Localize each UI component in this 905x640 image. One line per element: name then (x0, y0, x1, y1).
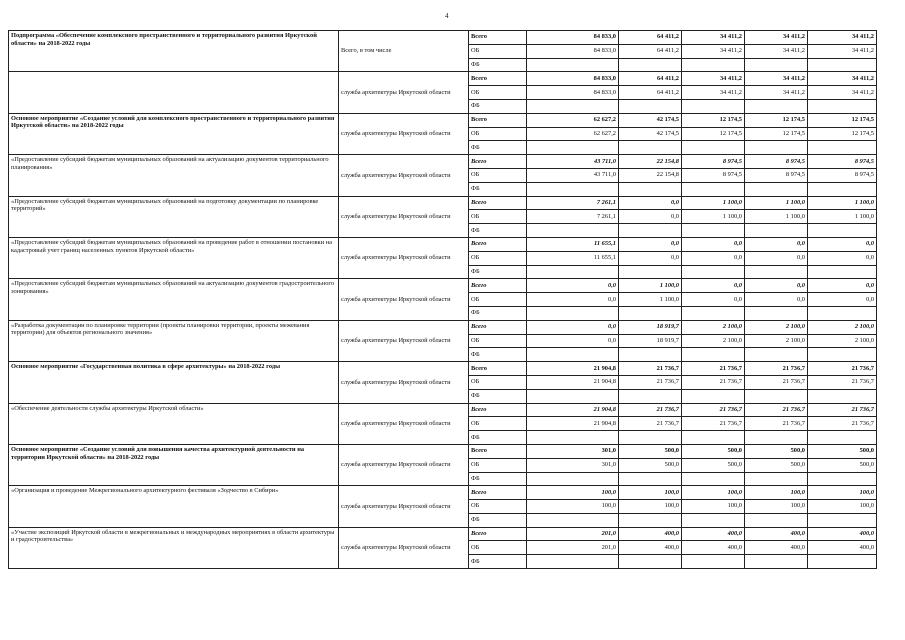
amount-cell: 12 174,5 (808, 113, 877, 127)
responsible-executor: служба архитектуры Иркутской области (339, 279, 469, 320)
amount-cell: 21 736,7 (808, 362, 877, 376)
amount-cell (682, 182, 745, 196)
funding-source: Всего (469, 403, 527, 417)
funding-source: ОБ (469, 293, 527, 307)
amount-cell: 500,0 (745, 444, 808, 458)
funding-source: Всего (469, 196, 527, 210)
amount-cell: 34 411,2 (808, 86, 877, 100)
amount-cell: 34 411,2 (808, 31, 877, 45)
responsible-executor: служба архитектуры Иркутской области (339, 72, 469, 113)
amount-cell: 400,0 (808, 527, 877, 541)
amount-cell: 21 904,8 (527, 362, 619, 376)
amount-cell (527, 431, 619, 445)
amount-cell: 84 833,0 (527, 44, 619, 58)
amount-cell: 64 411,2 (619, 44, 682, 58)
amount-cell: 84 833,0 (527, 31, 619, 45)
responsible-executor: служба архитектуры Иркутской области (339, 320, 469, 361)
amount-cell: 21 736,7 (682, 417, 745, 431)
amount-cell: 100,0 (745, 486, 808, 500)
amount-cell (619, 182, 682, 196)
amount-cell: 100,0 (808, 486, 877, 500)
amount-cell (745, 141, 808, 155)
amount-cell: 8 974,5 (682, 168, 745, 182)
activity-name: «Обеспечение деятельности службы архитектуры Иркутской области» (9, 403, 339, 444)
table-row (9, 31, 877, 45)
amount-cell: 21 736,7 (808, 375, 877, 389)
amount-cell: 0,0 (619, 251, 682, 265)
amount-cell: 34 411,2 (745, 72, 808, 86)
responsible-executor: служба архитектуры Иркутской области (339, 113, 469, 154)
amount-cell: 43 711,0 (527, 168, 619, 182)
amount-cell (619, 513, 682, 527)
amount-cell (527, 513, 619, 527)
amount-cell (745, 555, 808, 569)
amount-cell (527, 141, 619, 155)
funding-source: Всего (469, 31, 527, 45)
amount-cell: 100,0 (808, 500, 877, 514)
amount-cell: 301,0 (527, 444, 619, 458)
amount-cell: 8 974,5 (682, 155, 745, 169)
amount-cell: 0,0 (527, 320, 619, 334)
amount-cell: 21 904,8 (527, 375, 619, 389)
funding-source: ФБ (469, 141, 527, 155)
amount-cell (808, 306, 877, 320)
activity-name: Основное мероприятие «Создание условий для повышения качества архитектурной деятельности на территории Иркутской области» на 2018-2022 годы (9, 444, 339, 485)
amount-cell (619, 265, 682, 279)
table-row (9, 403, 877, 417)
amount-cell: 400,0 (745, 541, 808, 555)
amount-cell (527, 182, 619, 196)
activity-name: «Организация и проведение Межрегионального архитектурного фестиваля «Зодчество в Сибири» (9, 486, 339, 527)
amount-cell: 34 411,2 (745, 44, 808, 58)
activity-name (9, 72, 339, 113)
table-row (9, 113, 877, 127)
funding-source: ФБ (469, 224, 527, 238)
funding-source: ОБ (469, 541, 527, 555)
amount-cell (745, 265, 808, 279)
amount-cell: 2 100,0 (808, 320, 877, 334)
amount-cell (619, 58, 682, 72)
amount-cell: 12 174,5 (745, 127, 808, 141)
table-row (9, 444, 877, 458)
amount-cell: 100,0 (682, 500, 745, 514)
amount-cell (745, 472, 808, 486)
funding-source: Всего (469, 320, 527, 334)
amount-cell: 34 411,2 (682, 44, 745, 58)
funding-source: ФБ (469, 265, 527, 279)
amount-cell (527, 58, 619, 72)
responsible-executor: служба архитектуры Иркутской области (339, 362, 469, 403)
amount-cell: 34 411,2 (682, 86, 745, 100)
amount-cell (527, 306, 619, 320)
amount-cell: 1 100,0 (682, 196, 745, 210)
amount-cell: 22 154,8 (619, 155, 682, 169)
funding-source: ОБ (469, 500, 527, 514)
funding-source: ОБ (469, 210, 527, 224)
amount-cell: 18 919,7 (619, 334, 682, 348)
amount-cell: 0,0 (682, 293, 745, 307)
funding-source: Всего (469, 444, 527, 458)
amount-cell (619, 224, 682, 238)
amount-cell: 21 736,7 (619, 375, 682, 389)
amount-cell: 21 736,7 (619, 362, 682, 376)
amount-cell (682, 265, 745, 279)
amount-cell: 0,0 (808, 293, 877, 307)
amount-cell (808, 58, 877, 72)
responsible-executor: служба архитектуры Иркутской области (339, 237, 469, 278)
amount-cell (808, 182, 877, 196)
amount-cell: 21 736,7 (745, 375, 808, 389)
amount-cell (682, 224, 745, 238)
activity-name: «Предоставление субсидий бюджетам муниципальных образований на подготовку документации по планировке территорий» (9, 196, 339, 237)
activity-name: «Предоставление субсидий бюджетам муниципальных образований на актуализацию документов территориального планирования» (9, 155, 339, 196)
activity-name: «Предоставление субсидий бюджетам муниципальных образований на проведение работ в отношении постановки на кадастровый учет границ населенных пунктов Иркутской области» (9, 237, 339, 278)
amount-cell (682, 513, 745, 527)
amount-cell: 400,0 (808, 541, 877, 555)
amount-cell (808, 555, 877, 569)
amount-cell (745, 431, 808, 445)
amount-cell: 7 261,1 (527, 196, 619, 210)
amount-cell (527, 224, 619, 238)
amount-cell (619, 389, 682, 403)
amount-cell: 400,0 (682, 527, 745, 541)
responsible-executor: служба архитектуры Иркутской области (339, 403, 469, 444)
activity-name: «Участие экспозиций Иркутской области в межрегиональных и международных мероприятиях в области архитектуры и градостроительства» (9, 527, 339, 568)
amount-cell: 0,0 (682, 237, 745, 251)
amount-cell: 64 411,2 (619, 86, 682, 100)
amount-cell (682, 141, 745, 155)
amount-cell: 2 100,0 (808, 334, 877, 348)
table-row (9, 237, 877, 251)
amount-cell: 0,0 (808, 251, 877, 265)
funding-source: ОБ (469, 168, 527, 182)
amount-cell: 0,0 (745, 279, 808, 293)
funding-source: Всего (469, 72, 527, 86)
amount-cell: 34 411,2 (808, 72, 877, 86)
amount-cell: 1 100,0 (619, 279, 682, 293)
amount-cell (745, 348, 808, 362)
table-row (9, 362, 877, 376)
amount-cell: 0,0 (619, 196, 682, 210)
funding-source: Всего (469, 237, 527, 251)
amount-cell (682, 58, 745, 72)
funding-source: ОБ (469, 251, 527, 265)
amount-cell: 0,0 (808, 237, 877, 251)
funding-source: ФБ (469, 182, 527, 196)
amount-cell: 7 261,1 (527, 210, 619, 224)
amount-cell: 62 627,2 (527, 113, 619, 127)
amount-cell: 42 174,5 (619, 113, 682, 127)
amount-cell (808, 348, 877, 362)
amount-cell: 100,0 (682, 486, 745, 500)
amount-cell (619, 431, 682, 445)
amount-cell (682, 348, 745, 362)
amount-cell: 21 904,8 (527, 403, 619, 417)
funding-source: ФБ (469, 389, 527, 403)
amount-cell: 2 100,0 (745, 334, 808, 348)
amount-cell: 34 411,2 (682, 31, 745, 45)
amount-cell: 0,0 (527, 279, 619, 293)
funding-source: ФБ (469, 513, 527, 527)
amount-cell: 500,0 (808, 444, 877, 458)
activity-name: Основное мероприятие «Государственная политика в сфере архитектуры» на 2018-2022 годы (9, 362, 339, 403)
table-row (9, 486, 877, 500)
funding-source: ОБ (469, 458, 527, 472)
amount-cell: 21 736,7 (808, 403, 877, 417)
amount-cell: 2 100,0 (682, 320, 745, 334)
amount-cell: 0,0 (619, 237, 682, 251)
funding-source: ОБ (469, 417, 527, 431)
amount-cell: 500,0 (682, 458, 745, 472)
amount-cell: 8 974,5 (808, 155, 877, 169)
activity-name: «Разработка документации по планировке территории (проекты планировки территории, проекты межевания территории) для объектов регионального значения» (9, 320, 339, 361)
amount-cell (682, 431, 745, 445)
responsible-executor: служба архитектуры Иркутской области (339, 444, 469, 485)
amount-cell (808, 99, 877, 113)
funding-source: ФБ (469, 58, 527, 72)
table-row (9, 320, 877, 334)
table-row (9, 72, 877, 86)
amount-cell: 100,0 (527, 486, 619, 500)
amount-cell (527, 555, 619, 569)
funding-source: ФБ (469, 306, 527, 320)
amount-cell (682, 99, 745, 113)
amount-cell (808, 224, 877, 238)
amount-cell: 0,0 (682, 251, 745, 265)
amount-cell: 100,0 (619, 486, 682, 500)
amount-cell: 34 411,2 (808, 44, 877, 58)
amount-cell: 1 100,0 (745, 196, 808, 210)
amount-cell: 2 100,0 (745, 320, 808, 334)
amount-cell: 21 736,7 (745, 362, 808, 376)
amount-cell: 400,0 (619, 541, 682, 555)
amount-cell: 100,0 (527, 500, 619, 514)
table-row (9, 279, 877, 293)
amount-cell (745, 99, 808, 113)
amount-cell: 0,0 (745, 251, 808, 265)
funding-source: ФБ (469, 472, 527, 486)
amount-cell (808, 431, 877, 445)
budget-table (8, 30, 877, 569)
amount-cell: 21 736,7 (682, 403, 745, 417)
activity-name: Подпрограмма «Обеспечение комплексного пространственного и территориального развития Иркутской области» на 2018-2022 годы (9, 31, 339, 72)
amount-cell: 1 100,0 (745, 210, 808, 224)
amount-cell (527, 348, 619, 362)
amount-cell: 100,0 (745, 500, 808, 514)
funding-source: ОБ (469, 375, 527, 389)
amount-cell: 400,0 (682, 541, 745, 555)
funding-source: ОБ (469, 44, 527, 58)
amount-cell (527, 389, 619, 403)
amount-cell: 84 833,0 (527, 72, 619, 86)
amount-cell: 301,0 (527, 458, 619, 472)
responsible-executor: служба архитектуры Иркутской области (339, 527, 469, 568)
amount-cell: 500,0 (682, 444, 745, 458)
amount-cell (808, 389, 877, 403)
amount-cell: 21 736,7 (808, 417, 877, 431)
amount-cell (682, 389, 745, 403)
amount-cell (682, 555, 745, 569)
amount-cell: 21 904,8 (527, 417, 619, 431)
amount-cell: 11 655,1 (527, 251, 619, 265)
amount-cell (745, 513, 808, 527)
responsible-executor: служба архитектуры Иркутской области (339, 155, 469, 196)
amount-cell (808, 141, 877, 155)
responsible-executor: служба архитектуры Иркутской области (339, 486, 469, 527)
amount-cell: 34 411,2 (745, 31, 808, 45)
amount-cell: 0,0 (745, 237, 808, 251)
funding-source: Всего (469, 527, 527, 541)
amount-cell: 400,0 (619, 527, 682, 541)
amount-cell: 201,0 (527, 541, 619, 555)
amount-cell (745, 58, 808, 72)
amount-cell (682, 472, 745, 486)
funding-source: Всего (469, 155, 527, 169)
amount-cell (808, 513, 877, 527)
amount-cell: 21 736,7 (745, 403, 808, 417)
amount-cell: 201,0 (527, 527, 619, 541)
page-number: 4 (445, 12, 449, 20)
amount-cell: 0,0 (527, 293, 619, 307)
funding-source: ФБ (469, 99, 527, 113)
amount-cell: 21 736,7 (745, 417, 808, 431)
amount-cell: 1 100,0 (808, 196, 877, 210)
amount-cell: 12 174,5 (745, 113, 808, 127)
amount-cell (745, 224, 808, 238)
amount-cell: 21 736,7 (682, 362, 745, 376)
amount-cell (527, 99, 619, 113)
amount-cell: 64 411,2 (619, 31, 682, 45)
amount-cell: 500,0 (808, 458, 877, 472)
funding-source: ОБ (469, 127, 527, 141)
amount-cell: 42 174,5 (619, 127, 682, 141)
amount-cell (808, 472, 877, 486)
funding-source: ФБ (469, 431, 527, 445)
amount-cell: 62 627,2 (527, 127, 619, 141)
amount-cell: 0,0 (619, 210, 682, 224)
amount-cell: 21 736,7 (619, 417, 682, 431)
amount-cell (619, 555, 682, 569)
funding-source: Всего (469, 362, 527, 376)
amount-cell: 400,0 (745, 527, 808, 541)
responsible-executor: служба архитектуры Иркутской области (339, 196, 469, 237)
amount-cell: 12 174,5 (808, 127, 877, 141)
funding-source: ОБ (469, 334, 527, 348)
funding-source: ФБ (469, 348, 527, 362)
amount-cell: 8 974,5 (745, 168, 808, 182)
amount-cell: 18 919,7 (619, 320, 682, 334)
amount-cell (619, 99, 682, 113)
amount-cell: 100,0 (619, 500, 682, 514)
amount-cell: 0,0 (682, 279, 745, 293)
amount-cell (619, 472, 682, 486)
amount-cell: 0,0 (745, 293, 808, 307)
amount-cell (527, 265, 619, 279)
amount-cell: 0,0 (527, 334, 619, 348)
amount-cell: 12 174,5 (682, 127, 745, 141)
amount-cell: 34 411,2 (745, 86, 808, 100)
amount-cell: 8 974,5 (808, 168, 877, 182)
amount-cell (745, 182, 808, 196)
funding-source: ФБ (469, 555, 527, 569)
amount-cell: 2 100,0 (682, 334, 745, 348)
funding-source: Всего (469, 486, 527, 500)
amount-cell (745, 306, 808, 320)
activity-name: «Предоставление субсидий бюджетам муниципальных образований на актуализацию документов градостроительного зонирования» (9, 279, 339, 320)
amount-cell: 1 100,0 (619, 293, 682, 307)
amount-cell (619, 348, 682, 362)
table-row (9, 196, 877, 210)
amount-cell: 500,0 (745, 458, 808, 472)
amount-cell: 43 711,0 (527, 155, 619, 169)
table-row (9, 527, 877, 541)
amount-cell: 11 655,1 (527, 237, 619, 251)
amount-cell (808, 265, 877, 279)
amount-cell: 1 100,0 (682, 210, 745, 224)
amount-cell (745, 389, 808, 403)
amount-cell (619, 306, 682, 320)
table-row (9, 155, 877, 169)
amount-cell: 64 411,2 (619, 72, 682, 86)
amount-cell (682, 306, 745, 320)
amount-cell: 21 736,7 (619, 403, 682, 417)
funding-source: Всего (469, 279, 527, 293)
funding-source: ОБ (469, 86, 527, 100)
amount-cell: 1 100,0 (808, 210, 877, 224)
amount-cell: 500,0 (619, 444, 682, 458)
amount-cell: 84 833,0 (527, 86, 619, 100)
amount-cell: 22 154,8 (619, 168, 682, 182)
amount-cell (527, 472, 619, 486)
funding-source: Всего (469, 113, 527, 127)
responsible-executor: Всего, в том числе (339, 31, 469, 72)
amount-cell: 8 974,5 (745, 155, 808, 169)
amount-cell: 0,0 (808, 279, 877, 293)
amount-cell: 34 411,2 (682, 72, 745, 86)
amount-cell: 500,0 (619, 458, 682, 472)
amount-cell (619, 141, 682, 155)
amount-cell: 12 174,5 (682, 113, 745, 127)
amount-cell: 21 736,7 (682, 375, 745, 389)
activity-name: Основное мероприятие «Создание условий для комплексного пространственного и территориального развития Иркутской области» на 2018-2022 годы (9, 113, 339, 154)
